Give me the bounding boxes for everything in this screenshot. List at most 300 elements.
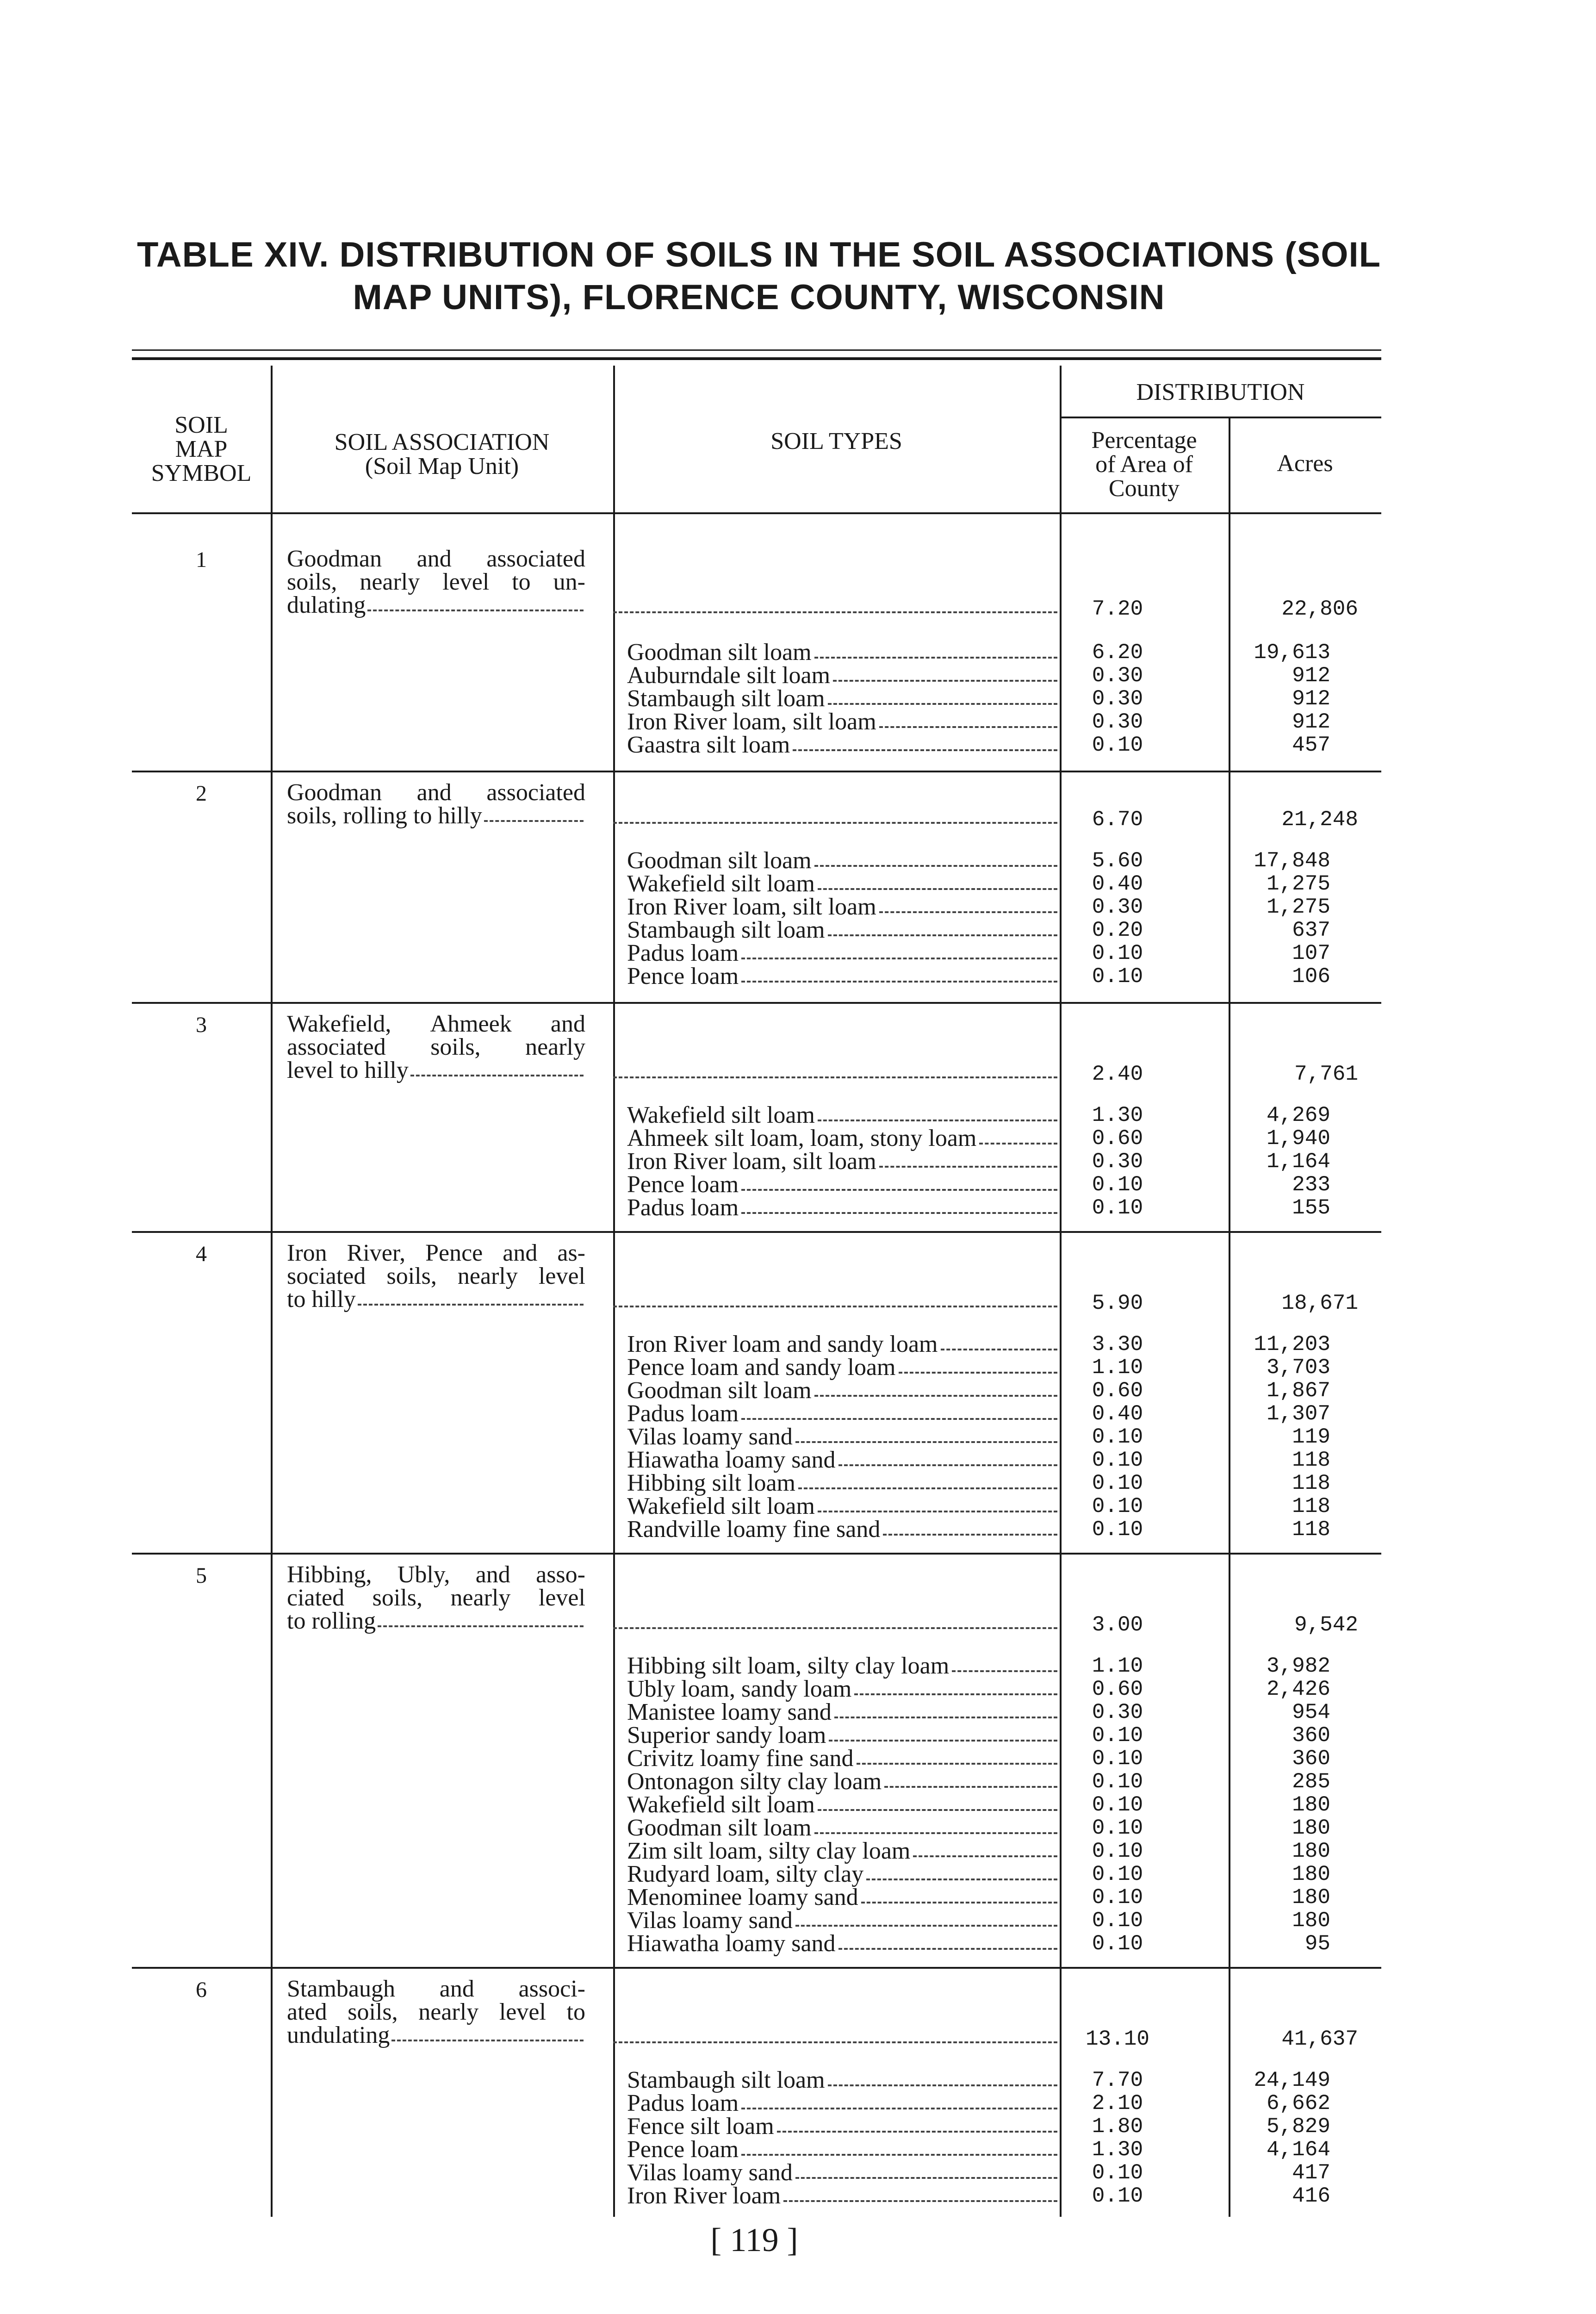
- soil-type-name: Pence loam: [627, 963, 739, 989]
- leader-dots: [484, 804, 584, 822]
- soil-percentage: 0.10: [1092, 1173, 1143, 1197]
- soil-acres: 119: [1292, 1425, 1330, 1449]
- association-word: soils,: [430, 1034, 481, 1060]
- leader-dots: [913, 1840, 1057, 1857]
- soil-type-row: [627, 965, 1596, 988]
- soil-type-cell: [627, 2138, 1057, 2161]
- leader-dots: [358, 1288, 584, 1306]
- soil-type-row: [627, 1863, 1596, 1886]
- leader-dots: [741, 942, 1057, 959]
- soil-acres: 180: [1292, 1885, 1330, 1910]
- top-rule-2: [132, 357, 1381, 360]
- soil-percentage: 0.10: [1092, 964, 1143, 989]
- leader-dots: [818, 1104, 1057, 1121]
- soil-acres: 233: [1292, 1173, 1330, 1197]
- soil-type-name: Vilas loamy sand: [627, 2159, 793, 2186]
- soil-type-row: [627, 734, 1596, 757]
- soil-type-cell: [627, 1724, 1057, 1747]
- association-leader-dots: [613, 1076, 1057, 1078]
- soil-type-name: Randville loamy fine sand: [627, 1516, 881, 1543]
- soil-acres: 106: [1292, 964, 1330, 989]
- soil-percentage: 0.10: [1092, 1862, 1143, 1886]
- leader-dots: [783, 2184, 1057, 2202]
- association-word: nearly: [457, 1263, 518, 1289]
- soil-type-row: [627, 1701, 1596, 1724]
- leader-dots: [777, 2115, 1057, 2133]
- soil-type-row: [627, 2138, 1596, 2161]
- soil-type-cell: [627, 1793, 1057, 1816]
- soil-type-name: Stambaugh silt loam: [627, 685, 825, 712]
- title-line-1: TABLE XIV. DISTRIBUTION OF SOILS IN THE SOIL ASSOCIATIONS (SOIL: [137, 235, 1381, 274]
- soil-type-cell: [627, 849, 1057, 872]
- leader-dots: [879, 1150, 1057, 1168]
- soil-type-row: [627, 1747, 1596, 1770]
- soil-type-name: Menominee loamy sand: [627, 1884, 858, 1910]
- soil-type-cell: [627, 1150, 1057, 1173]
- leader-dots: [952, 1655, 1057, 1672]
- soil-type-name: Zim silt loam, silty clay loam: [627, 1838, 911, 1864]
- soil-type-name: Vilas loamy sand: [627, 1424, 793, 1450]
- soil-type-name: Stambaugh silt loam: [627, 2067, 825, 2093]
- soil-acres: 180: [1292, 1816, 1330, 1840]
- soil-type-row: [627, 2184, 1596, 2208]
- soil-percentage: 0.30: [1092, 710, 1143, 734]
- association-word: level: [442, 569, 490, 595]
- page-number: [ 119 ]: [710, 2221, 798, 2258]
- soil-acres: 180: [1292, 1909, 1330, 1933]
- soil-type-cell: [627, 1173, 1057, 1196]
- association-word: to: [566, 1999, 585, 2025]
- leader-dots: [814, 1379, 1057, 1397]
- soil-type-row: [627, 1150, 1596, 1173]
- map-symbol: 6: [196, 1978, 207, 2002]
- soil-type-cell: [627, 965, 1057, 988]
- soil-percentage: 1.30: [1092, 1103, 1143, 1127]
- soil-type-row: [627, 1104, 1596, 1127]
- soil-type-row: [627, 710, 1596, 734]
- association-total-percentage: 7.20: [1092, 597, 1143, 621]
- col-divider-2: [613, 366, 615, 2217]
- soil-type-row: [627, 664, 1596, 687]
- soil-type-row: [627, 2092, 1596, 2115]
- association-word: and: [439, 1976, 474, 2002]
- soil-acres: 180: [1292, 1862, 1330, 1886]
- association-leader-dots: [613, 1627, 1057, 1629]
- header-percentage: Percentage of Area of County: [1091, 427, 1197, 502]
- leader-dots: [378, 1610, 584, 1627]
- leader-dots: [828, 2069, 1057, 2086]
- association-total-percentage: 2.40: [1092, 1062, 1143, 1086]
- soil-acres: 3,703: [1266, 1356, 1330, 1380]
- association-word: Wakefield,: [287, 1011, 391, 1037]
- soil-type-row: [627, 1127, 1596, 1150]
- soil-type-cell: [627, 1104, 1057, 1127]
- leader-dots: [741, 965, 1057, 983]
- header-distribution: DISTRIBUTION: [1136, 379, 1305, 405]
- soil-type-cell: [627, 1816, 1057, 1840]
- soil-type-cell: [627, 1425, 1057, 1449]
- soil-type-name: Iron River loam, silt loam: [627, 1148, 876, 1175]
- association-word: soils,: [348, 1999, 398, 2025]
- soil-type-row: [627, 1840, 1596, 1863]
- header-soil-types: SOIL TYPES: [770, 428, 902, 454]
- association-word: as-: [557, 1240, 585, 1266]
- soil-type-name: Fence silt loam: [627, 2113, 774, 2140]
- leader-dots: [741, 1173, 1057, 1191]
- soil-type-cell: [627, 1678, 1057, 1701]
- soil-type-row: [627, 641, 1596, 664]
- soil-acres: 954: [1292, 1700, 1330, 1724]
- association-word: Stambaugh: [287, 1976, 395, 2002]
- soil-acres: 180: [1292, 1793, 1330, 1817]
- soil-percentage: 0.10: [1092, 1448, 1143, 1472]
- map-symbol: 5: [196, 1563, 207, 1588]
- soil-type-cell: [627, 1449, 1057, 1472]
- soil-type-cell: [627, 687, 1057, 710]
- leader-dots: [818, 1793, 1057, 1811]
- soil-acres: 6,662: [1266, 2091, 1330, 2115]
- soil-percentage: 0.30: [1092, 1700, 1143, 1724]
- leader-dots: [866, 1863, 1057, 1880]
- association-word: Ubly,: [397, 1561, 450, 1588]
- soil-acres: 417: [1292, 2161, 1330, 2185]
- association-word: and: [550, 1011, 585, 1037]
- soil-type-name: Vilas loamy sand: [627, 1907, 793, 1934]
- leader-dots: [861, 1886, 1057, 1903]
- soil-type-cell: [627, 2092, 1057, 2115]
- soil-type-name: Ahmeek silt loam, loam, stony loam: [627, 1125, 977, 1151]
- association-line-text: to rolling: [287, 1608, 376, 1634]
- soil-percentage: 0.10: [1092, 1770, 1143, 1794]
- association-line-text: to hilly: [287, 1286, 356, 1313]
- soil-type-cell: [627, 2161, 1057, 2184]
- soil-type-name: Hibbing silt loam, silty clay loam: [627, 1653, 950, 1679]
- soil-type-row: [627, 1678, 1596, 1701]
- soil-type-name: Padus loam: [627, 940, 739, 966]
- soil-type-row: [627, 1449, 1596, 1472]
- leader-dots: [798, 1472, 1057, 1489]
- soil-acres: 1,164: [1266, 1150, 1330, 1174]
- leader-dots: [854, 1678, 1057, 1695]
- soil-type-name: Ubly loam, sandy loam: [627, 1676, 852, 1702]
- soil-type-cell: [627, 1356, 1057, 1379]
- soil-type-cell: [627, 1886, 1057, 1909]
- header-bottom-rule: [132, 512, 1381, 514]
- header-soil-map-symbol: SOIL MAP SYMBOL: [151, 412, 252, 486]
- association-word: and: [475, 1561, 510, 1588]
- association-word: soils,: [287, 569, 337, 595]
- soil-percentage: 0.10: [1092, 1723, 1143, 1748]
- soil-type-row: [627, 1932, 1596, 1955]
- soil-percentage: 0.30: [1092, 664, 1143, 688]
- soil-percentage: 0.10: [1092, 1839, 1143, 1863]
- soil-type-name: Padus loam: [627, 1194, 739, 1221]
- soil-acres: 360: [1292, 1747, 1330, 1771]
- title-line-2: MAP UNITS), FLORENCE COUNTY, WISCONSIN: [353, 278, 1165, 317]
- soil-type-name: Iron River loam and sandy loam: [627, 1331, 938, 1357]
- soil-percentage: 0.10: [1092, 1909, 1143, 1933]
- soil-type-cell: [627, 2069, 1057, 2092]
- map-symbol: 1: [196, 547, 207, 572]
- leader-dots: [795, 2161, 1057, 2179]
- association-word: and: [416, 546, 452, 572]
- soil-type-cell: [627, 664, 1057, 687]
- association-total-percentage: 5.90: [1092, 1291, 1143, 1315]
- leader-dots: [879, 896, 1057, 913]
- association-total-acres: 22,806: [1281, 597, 1358, 621]
- soil-percentage: 0.10: [1092, 2184, 1143, 2208]
- leader-dots: [793, 734, 1057, 751]
- soil-type-row: [627, 1196, 1596, 1219]
- map-symbol: 2: [196, 781, 207, 806]
- soil-type-name: Goodman silt loam: [627, 1815, 812, 1841]
- soil-percentage: 1.80: [1092, 2115, 1143, 2139]
- soil-percentage: 0.10: [1092, 1196, 1143, 1220]
- soil-type-row: [627, 1518, 1596, 1541]
- soil-type-row: [627, 2069, 1596, 2092]
- soil-type-row: [627, 942, 1596, 965]
- soil-acres: 4,269: [1266, 1103, 1330, 1127]
- leader-dots: [795, 1909, 1057, 1927]
- association-word: soils,: [386, 1263, 437, 1289]
- soil-type-cell: [627, 2115, 1057, 2138]
- soil-type-cell: [627, 710, 1057, 734]
- association-word: ciated: [287, 1585, 345, 1611]
- map-symbol: 3: [196, 1013, 207, 1037]
- leader-dots: [814, 849, 1057, 867]
- soil-type-name: Goodman silt loam: [627, 1377, 812, 1404]
- association-word: Goodman: [287, 779, 382, 806]
- leader-dots: [741, 2092, 1057, 2109]
- soil-type-row: [627, 2161, 1596, 2184]
- soil-type-row: [627, 1886, 1596, 1909]
- soil-association-name: [287, 1242, 585, 1311]
- association-total-acres: 7,761: [1294, 1062, 1358, 1086]
- soil-percentage: 0.30: [1092, 895, 1143, 919]
- soil-type-cell: [627, 1379, 1057, 1402]
- table-title: [134, 234, 1384, 319]
- soil-percentage: 0.10: [1092, 2161, 1143, 2185]
- soil-acres: 19,613: [1254, 641, 1330, 665]
- top-rule-1: [132, 349, 1381, 351]
- soil-percentage: 0.60: [1092, 1379, 1143, 1403]
- soil-acres: 95: [1304, 1932, 1330, 1956]
- map-symbol: 4: [196, 1242, 207, 1266]
- soil-percentage: 7.70: [1092, 2068, 1143, 2092]
- association-word: associated: [486, 779, 585, 806]
- leader-dots: [857, 1747, 1057, 1765]
- soil-percentage: 6.20: [1092, 641, 1143, 665]
- soil-percentage: 1.10: [1092, 1356, 1143, 1380]
- soil-type-cell: [627, 1701, 1057, 1724]
- soil-acres: 285: [1292, 1770, 1330, 1794]
- soil-association-name: [287, 547, 585, 617]
- association-total-percentage: 13.10: [1085, 2027, 1150, 2051]
- leader-dots: [814, 1816, 1057, 1834]
- soil-percentage: 0.10: [1092, 1816, 1143, 1840]
- soil-type-row: [627, 1909, 1596, 1932]
- soil-association-name: [287, 1978, 585, 2047]
- leader-dots: [391, 2024, 584, 2041]
- soil-type-row: [627, 1173, 1596, 1196]
- soil-type-name: Goodman silt loam: [627, 639, 812, 666]
- soil-type-cell: [627, 1495, 1057, 1518]
- soil-percentage: 0.60: [1092, 1126, 1143, 1151]
- association-leader-dots: [613, 1306, 1057, 1307]
- soil-type-name: Padus loam: [627, 2090, 739, 2116]
- leader-dots: [814, 641, 1057, 659]
- soil-acres: 457: [1292, 733, 1330, 757]
- association-word: Ahmeek: [430, 1011, 512, 1037]
- leader-dots: [828, 687, 1057, 705]
- soil-type-name: Gaastra silt loam: [627, 732, 790, 758]
- soil-type-row: [627, 1333, 1596, 1356]
- header-soil-association: SOIL ASSOCIATION (Soil Map Unit): [334, 429, 550, 479]
- association-total-acres: 41,637: [1281, 2027, 1358, 2051]
- soil-type-cell: [627, 734, 1057, 757]
- distribution-underline: [1060, 417, 1381, 418]
- soil-percentage: 0.30: [1092, 1150, 1143, 1174]
- association-line-text: soils, rolling to hilly: [287, 802, 482, 829]
- soil-percentage: 0.10: [1092, 733, 1143, 757]
- soil-type-cell: [627, 1770, 1057, 1793]
- leader-dots: [795, 1425, 1057, 1443]
- soil-type-name: Hiawatha loamy sand: [627, 1447, 836, 1473]
- association-total-percentage: 6.70: [1092, 808, 1143, 832]
- soil-percentage: 0.10: [1092, 941, 1143, 965]
- soil-percentage: 0.10: [1092, 1494, 1143, 1518]
- leader-dots: [883, 1518, 1057, 1536]
- association-word: and: [416, 779, 452, 806]
- leader-dots: [879, 710, 1057, 728]
- soil-type-cell: [627, 1909, 1057, 1932]
- leader-dots: [834, 1701, 1057, 1718]
- col-divider-1: [271, 366, 273, 2217]
- soil-type-row: [627, 1356, 1596, 1379]
- soil-percentage: 0.60: [1092, 1677, 1143, 1701]
- association-leader-dots: [613, 2041, 1057, 2043]
- leader-dots: [838, 1449, 1057, 1466]
- leader-dots: [979, 1127, 1057, 1145]
- leader-dots: [741, 1196, 1057, 1214]
- association-word: River,: [347, 1240, 406, 1266]
- soil-association-name: [287, 1563, 585, 1633]
- leader-dots: [829, 1724, 1057, 1742]
- soil-type-row: [627, 1655, 1596, 1678]
- soil-type-cell: [627, 2184, 1057, 2208]
- association-separator: [132, 1002, 1381, 1004]
- association-separator: [132, 1231, 1381, 1233]
- soil-type-row: [627, 1425, 1596, 1449]
- soil-type-row: [627, 896, 1596, 919]
- soil-type-name: Wakefield silt loam: [627, 1493, 815, 1519]
- soil-acres: 155: [1292, 1196, 1330, 1220]
- soil-acres: 118: [1292, 1494, 1330, 1518]
- soil-type-name: Iron River loam: [627, 2183, 781, 2209]
- soil-type-cell: [627, 1402, 1057, 1425]
- soil-type-name: Goodman silt loam: [627, 847, 812, 874]
- association-word: nearly: [450, 1585, 511, 1611]
- association-word: un-: [553, 569, 585, 595]
- soil-acres: 1,307: [1266, 1402, 1330, 1426]
- soil-type-cell: [627, 1655, 1057, 1678]
- header-acres: Acres: [1277, 450, 1333, 477]
- soil-type-name: Stambaugh silt loam: [627, 917, 825, 943]
- soil-type-name: Manistee loamy sand: [627, 1699, 832, 1725]
- soil-acres: 1,275: [1266, 872, 1330, 896]
- soil-percentage: 0.10: [1092, 1885, 1143, 1910]
- soil-acres: 637: [1292, 918, 1330, 942]
- soil-acres: 1,275: [1266, 895, 1330, 919]
- association-word: Iron: [287, 1240, 327, 1266]
- soil-type-name: Wakefield silt loam: [627, 1102, 815, 1128]
- soil-percentage: 2.10: [1092, 2091, 1143, 2115]
- soil-type-name: Hibbing silt loam: [627, 1470, 795, 1496]
- soil-type-cell: [627, 1333, 1057, 1356]
- soil-type-cell: [627, 1863, 1057, 1886]
- leader-dots: [833, 664, 1057, 682]
- soil-acres: 5,829: [1266, 2115, 1330, 2139]
- soil-type-row: [627, 1770, 1596, 1793]
- association-word: level: [538, 1585, 585, 1611]
- leader-dots: [884, 1770, 1057, 1788]
- association-word: ated: [287, 1999, 327, 2025]
- soil-acres: 912: [1292, 710, 1330, 734]
- soil-type-name: Hiawatha loamy sand: [627, 1930, 836, 1957]
- soil-acres: 4,164: [1266, 2138, 1330, 2162]
- soil-type-name: Auburndale silt loam: [627, 662, 831, 689]
- soil-type-cell: [627, 1127, 1057, 1150]
- soil-type-cell: [627, 1747, 1057, 1770]
- soil-acres: 107: [1292, 941, 1330, 965]
- soil-type-row: [627, 849, 1596, 872]
- soil-type-row: [627, 1816, 1596, 1840]
- soil-percentage: 0.10: [1092, 1518, 1143, 1542]
- soil-type-cell: [627, 1840, 1057, 1863]
- association-leader-dots: [613, 822, 1057, 824]
- soil-type-cell: [627, 919, 1057, 942]
- soil-type-row: [627, 1472, 1596, 1495]
- soil-type-cell: [627, 1196, 1057, 1219]
- soil-type-name: Pence loam: [627, 2136, 739, 2163]
- association-line-text: undulating: [287, 2022, 390, 2048]
- association-word: soils,: [372, 1585, 422, 1611]
- soil-type-name: Crivitz loamy fine sand: [627, 1745, 854, 1772]
- association-word: to: [512, 569, 531, 595]
- leader-dots: [941, 1333, 1057, 1350]
- leader-dots: [741, 1402, 1057, 1420]
- soil-acres: 360: [1292, 1723, 1330, 1748]
- soil-percentage: 0.20: [1092, 918, 1143, 942]
- soil-type-name: Ontonagon silty clay loam: [627, 1768, 882, 1795]
- soil-percentage: 0.10: [1092, 1425, 1143, 1449]
- soil-type-name: Wakefield silt loam: [627, 1791, 815, 1818]
- leader-dots: [367, 594, 584, 611]
- soil-acres: 118: [1292, 1448, 1330, 1472]
- association-separator: [132, 771, 1381, 772]
- soil-percentage: 3.30: [1092, 1332, 1143, 1356]
- soil-type-name: Wakefield silt loam: [627, 871, 815, 897]
- soil-percentage: 1.30: [1092, 2138, 1143, 2162]
- association-word: Goodman: [287, 546, 382, 572]
- soil-type-name: Iron River loam, silt loam: [627, 894, 876, 920]
- soil-type-cell: [627, 896, 1057, 919]
- soil-acres: 3,982: [1266, 1654, 1330, 1678]
- soil-percentage: 0.10: [1092, 1471, 1143, 1495]
- soil-type-row: [627, 872, 1596, 896]
- soil-percentage: 5.60: [1092, 849, 1143, 873]
- soil-acres: 118: [1292, 1518, 1330, 1542]
